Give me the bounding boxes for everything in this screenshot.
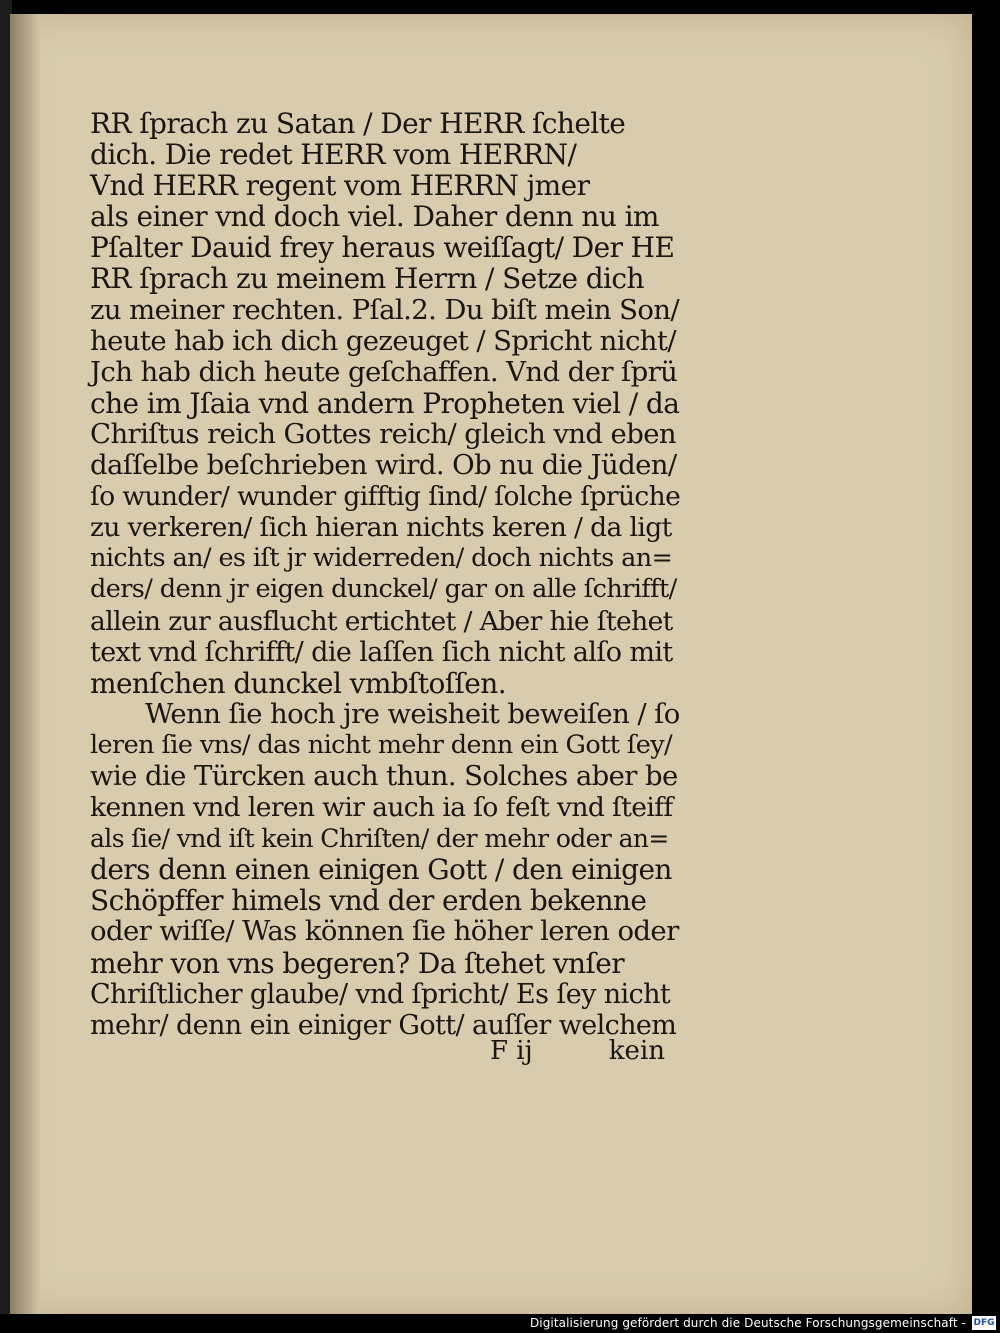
text-line: dich. Die redet HERR vom HERRN/ [90,138,577,172]
text-line: oder wiſſe/ Was können ſie höher leren oder [90,915,679,948]
page-footer [90,1036,665,1070]
text-line: Chriſtus reich Gottes reich/ gleich vnd eben [90,417,677,450]
page-gutter-shadow [10,14,40,1314]
text-line: che im Jſaia vnd andern Propheten viel / da [90,386,680,420]
text-line: ſo wunder/ wunder gifftig ſind/ ſolche ſprüche [90,481,681,513]
text-line: leren ſie vns/ das nicht mehr denn ein Gott ſey/ [90,729,672,760]
text-line: Schöpffer himels vnd der erden bekenne [90,884,647,918]
text-line: wie die Türcken auch thun. Solches aber be [90,759,678,792]
text-line: mehr/ denn ein einiger Gott/ auſſer welchem [90,1009,677,1041]
text-line: als ſie/ vnd iſt kein Chriſten/ der mehr oder an= [90,824,669,854]
text-line: daſſelbe beſchrieben wird. Ob nu die Jüden/ [90,449,677,482]
text-line: Vnd HERR regent vom HERRN jmer [90,169,590,203]
text-line: Chriſtlicher glaube/ vnd ſpricht/ Es ſey nicht [90,978,671,1010]
text-line: Jch hab dich heute geſchaffen. Vnd der ſprü [90,355,678,388]
signature-mark: F ij [490,1036,533,1066]
text-line: Pſalter Dauid frey heraus weiſſagt/ Der HE [90,231,675,265]
text-line: ders denn einen einigen Gott / den einigen [90,853,672,887]
text-line: nichts an/ es iſt jr widerreden/ doch nichts an= [90,543,673,574]
text-line: RR ſprach zu meinem Herrn / Setze dich [90,262,644,296]
text-line: ders/ denn jr eigen dunckel/ gar on alle ſchrifft/ [90,574,677,605]
paragraph-start-line: Wenn ſie hoch jre weisheit beweiſen / ſo [145,697,680,730]
text-line: menſchen dunckel vmbſtoſſen. [90,666,506,700]
text-line: als einer vnd doch viel. Daher denn nu im [90,200,659,234]
text-line: RR ſprach zu Satan / Der HERR ſchelte [90,107,626,140]
text-line: heute hab ich dich gezeuget / Spricht nicht/ [90,324,676,357]
text-line: kennen vnd leren wir auch ia ſo feſt vnd ſteiff [90,792,673,824]
text-line: mehr von vns begeren? Da ſtehet vnſer [90,946,625,980]
dfg-logo: DFG [973,1318,995,1328]
page-text-block [90,108,680,1041]
text-line: text vnd ſchrifft/ die laſſen ſich nicht alſo mit [90,636,673,668]
digitization-credit: Digitalisierung gefördert durch die Deutsche Forschungsgemeinschaft - [529,1316,966,1330]
catchword: kein [608,1036,665,1066]
text-line: allein zur ausflucht ertichtet / Aber hie ſtehet [90,605,673,637]
text-line: zu meiner rechten. Pſal.2. Du biſt mein Son/ [90,293,680,326]
text-line: zu verkeren/ ſich hieran nichts keren / da ligt [90,512,672,544]
